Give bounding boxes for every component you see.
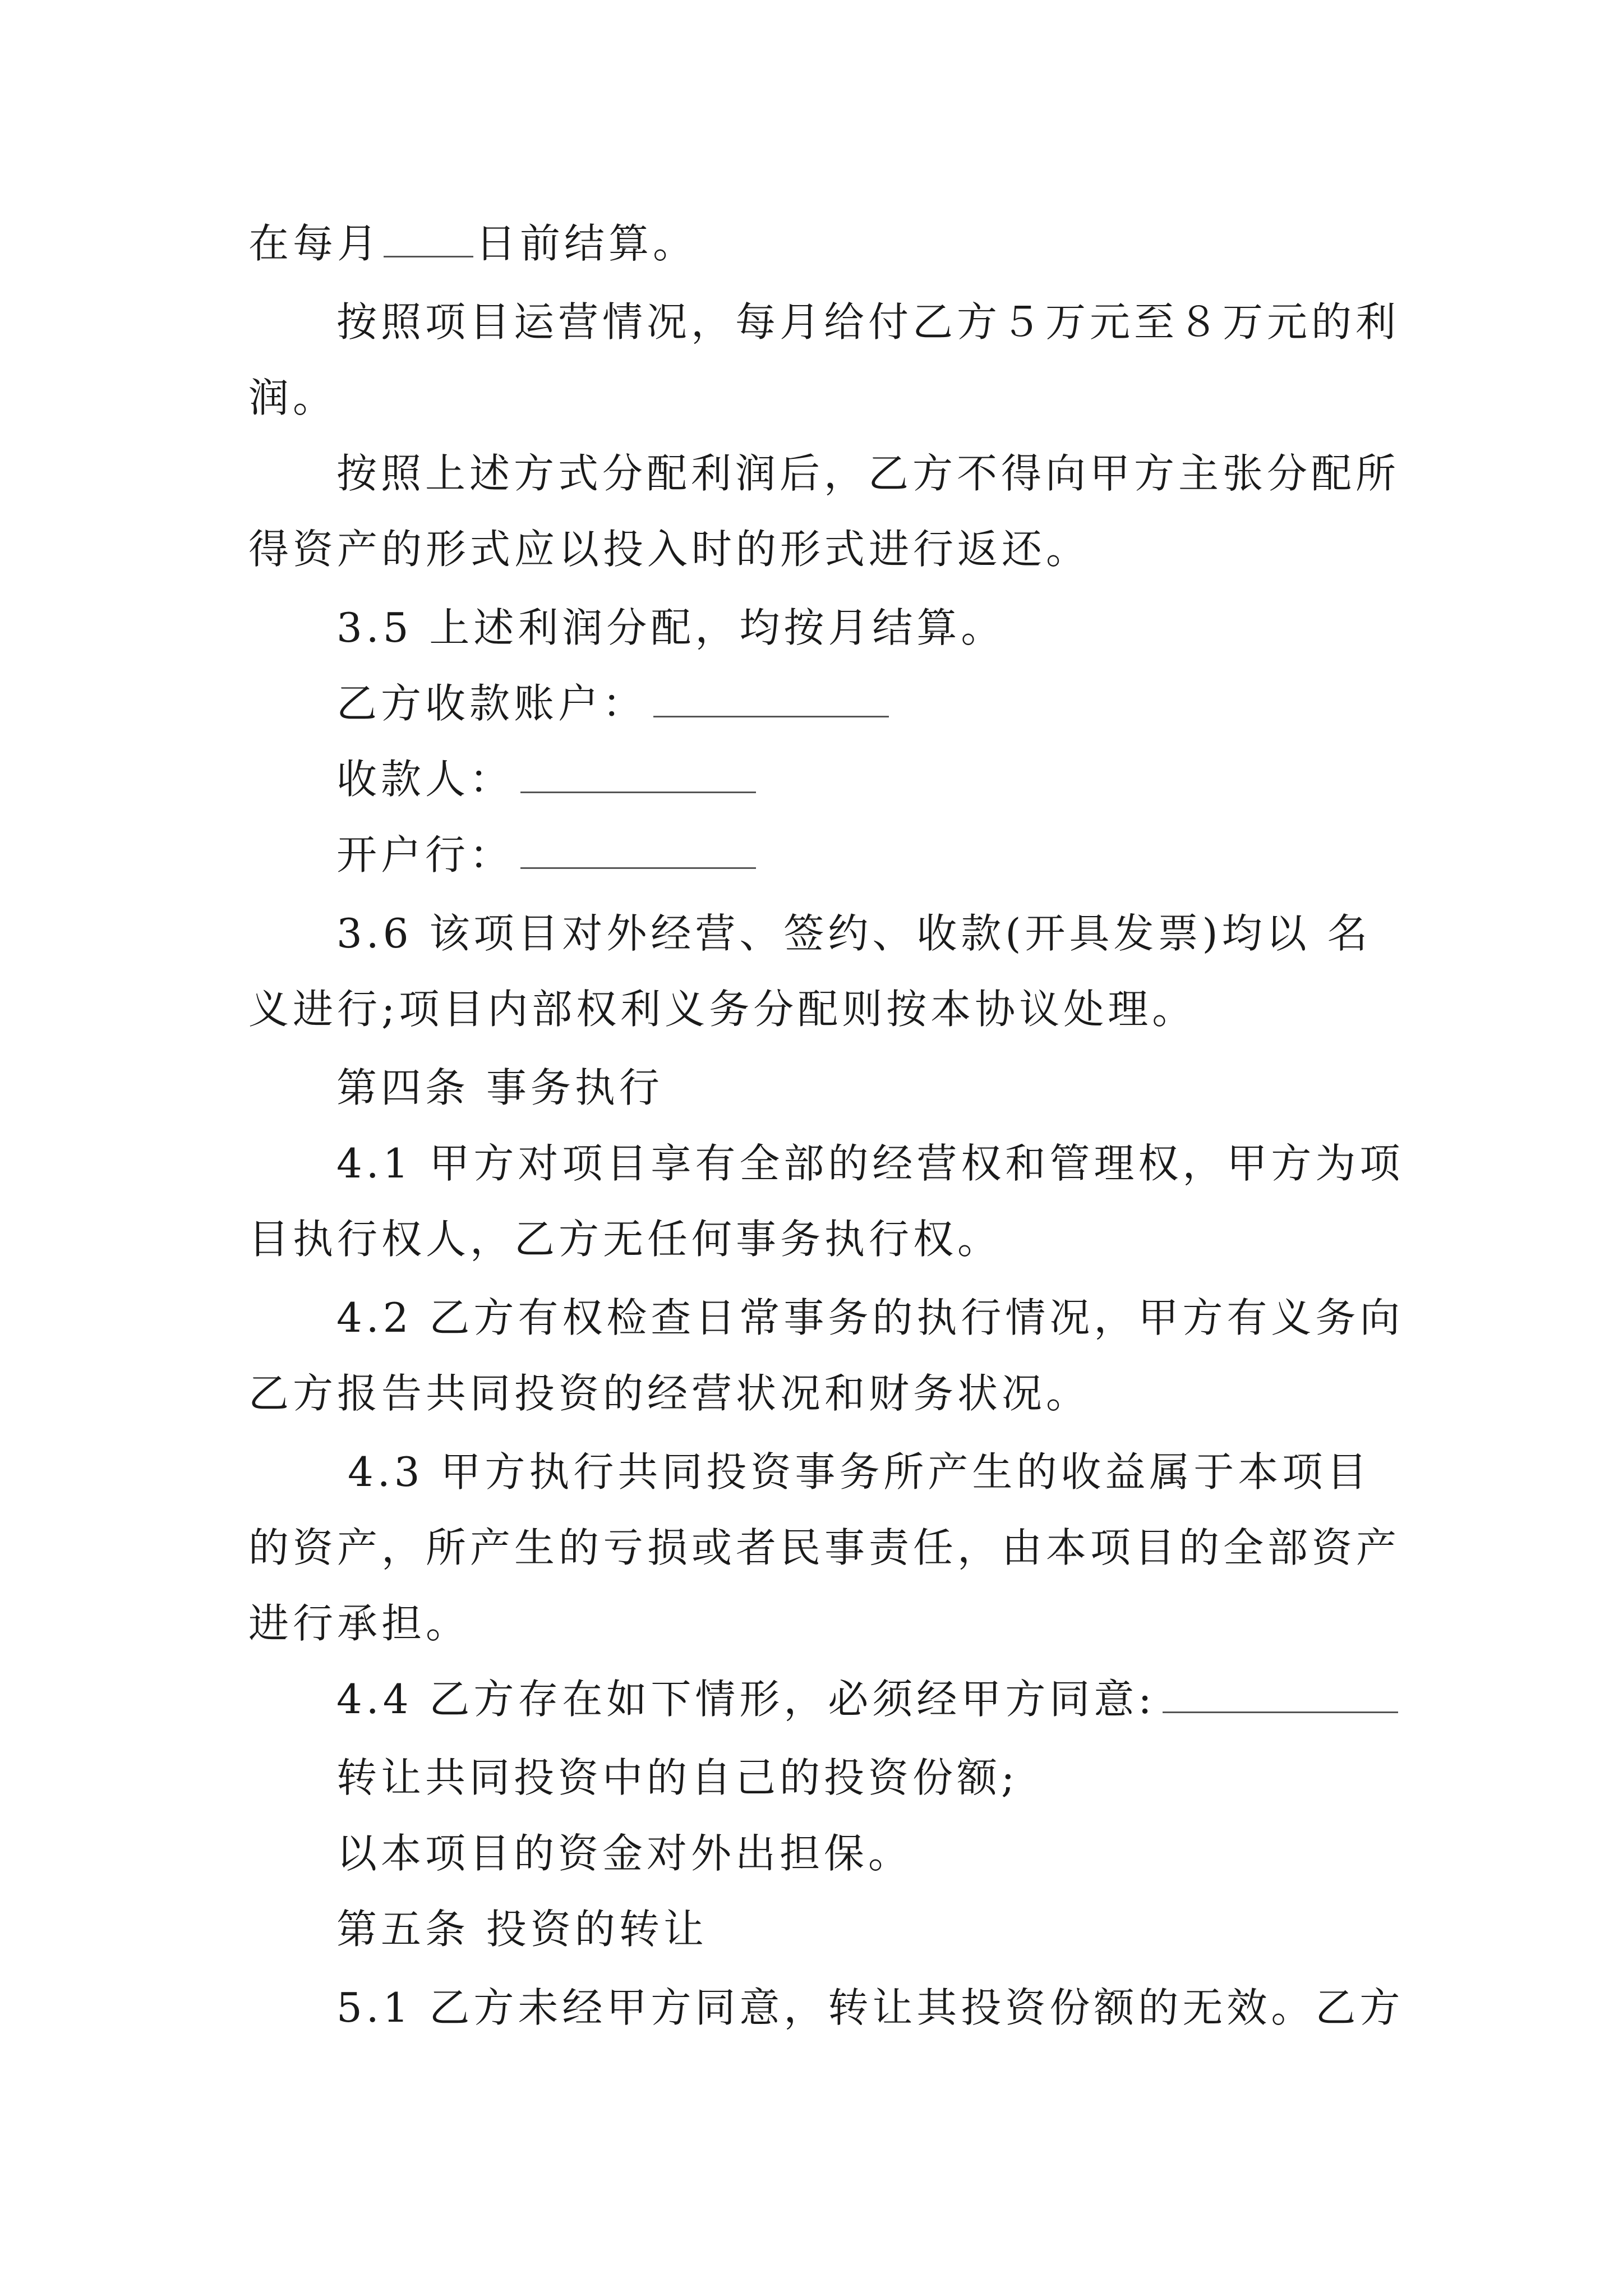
- label: 乙方收款账户：: [336, 680, 647, 727]
- text-line: 按照项目运营情况，每月给付乙方５万元至８万元的利: [336, 298, 1400, 346]
- fill-in-blank: [653, 682, 889, 717]
- text-line: 乙方报告共同投资的经营状况和财务状况。: [248, 1370, 1091, 1417]
- text-segment: 日前结算。: [476, 220, 698, 267]
- text-line: 进行承担。: [248, 1600, 471, 1647]
- text-line: 转让共同投资中的自己的投资份额;: [336, 1754, 1019, 1801]
- label: 开户行：: [336, 831, 514, 878]
- section-heading: 第四条 事务执行: [336, 1064, 663, 1111]
- text-line: 得资产的形式应以投入时的形式进行返还。: [248, 526, 1091, 573]
- fill-in-blank: [1163, 1678, 1398, 1713]
- text-line: 3.6 该项目对外经营、签约、收款(开具发票)均以 名: [336, 910, 1372, 957]
- fill-in-blank: [520, 834, 756, 869]
- text-line: 按照上述方式分配利润后，乙方不得向甲方主张分配所: [336, 450, 1400, 497]
- text-line: 润。: [248, 374, 338, 421]
- text-line: [336, 828, 756, 882]
- text-segment: 4.4 乙方存在如下情形，必须经甲方同意:: [336, 1676, 1156, 1723]
- text-line: 3.5 上述利润分配，均按月结算。: [336, 604, 1006, 651]
- label: 收款人：: [336, 756, 514, 803]
- fill-in-blank: [520, 758, 756, 793]
- text-line: 4.2 乙方有权检查日常事务的执行情况，甲方有义务向: [336, 1294, 1404, 1341]
- text-line: 5.1 乙方未经甲方同意，转让其投资份额的无效。乙方: [336, 1984, 1404, 2031]
- text-line: 的资产，所产生的亏损或者民事责任，由本项目的全部资产: [248, 1524, 1401, 1571]
- fill-in-blank: [384, 222, 473, 257]
- text-line: 义进行;项目内部权利义务分配则按本协议处理。: [248, 986, 1197, 1033]
- text-line: 4.3 甲方执行共同投资事务所产生的收益属于本项目: [348, 1448, 1371, 1496]
- text-line: [336, 752, 756, 806]
- text-segment: 在每月: [248, 220, 382, 267]
- text-line: [336, 677, 889, 730]
- text-line: [336, 1672, 1398, 1726]
- text-line: 4.1 甲方对项目享有全部的经营权和管理权，甲方为项: [336, 1140, 1404, 1187]
- text-line: 以本项目的资金对外出担保。: [336, 1830, 913, 1877]
- text-line: [248, 217, 697, 270]
- section-heading: 第五条 投资的转让: [336, 1906, 708, 1953]
- text-line: 目执行权人，乙方无任何事务执行权。: [248, 1216, 1002, 1263]
